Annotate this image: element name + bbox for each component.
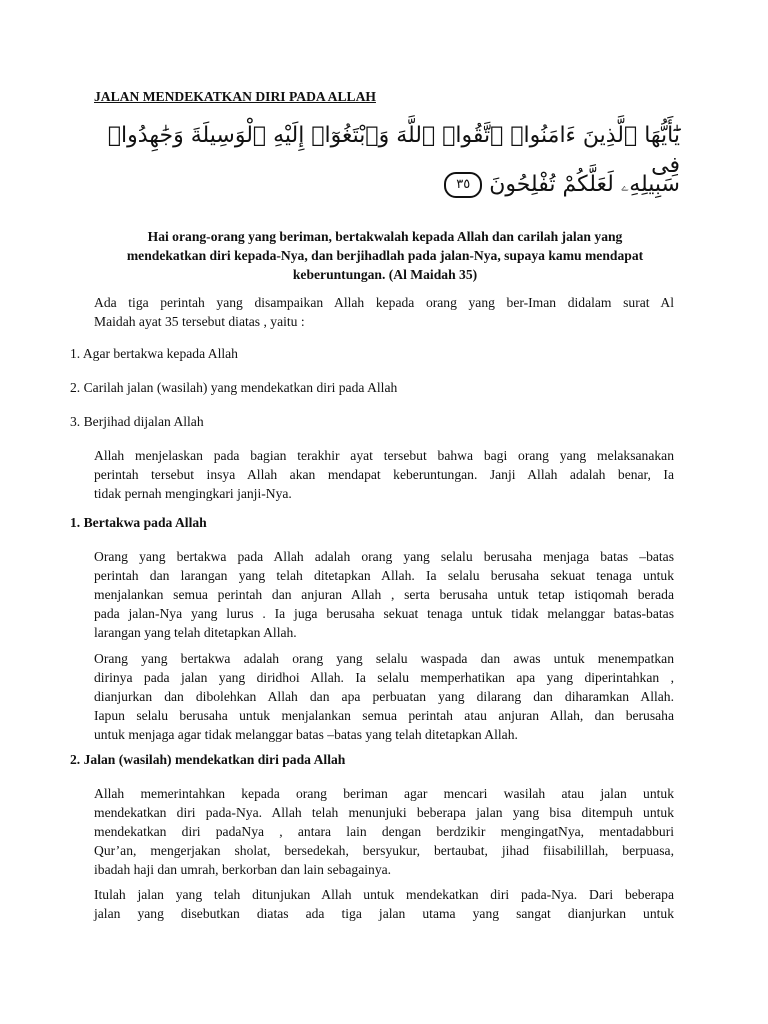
section-1-paragraph-1 (94, 547, 674, 642)
verse-translation: Hai orang-orang yang beriman, bertakwalah kepada Allah dan carilah jalan yang mendekatkan diri kepada-Nya, dan berjihadlah pada jalan-Nya, supaya kamu mendapat keberuntungan. (Al Maidah 35) (126, 229, 644, 282)
ayah-number-marker: ٣٥ (444, 172, 482, 198)
paragraph-line: mendekatkan diri padaNya , antara lain dengan berdzikir mengingatNya, mentadabburi (94, 824, 674, 839)
paragraph-line: Iapun selalu berusaha untuk menjalankan semua perintah atau anjuran Allah, dan berusaha (94, 708, 674, 723)
list-item-3: 3. Berjihad dijalan Allah (70, 414, 204, 429)
paragraph-line: dirinya pada jalan yang diridhoi Allah. Ia selalu memperhatikan apa yang diperintahkan , (94, 670, 674, 685)
explanation-line: tidak pernah mengingkari janji-Nya. (94, 486, 292, 501)
paragraph-line: larangan yang telah ditetapkan Allah. (94, 625, 297, 640)
paragraph-line: jalan yang disebutkan diatas ada tiga jalan utama yang sangat dianjurkan untuk (94, 906, 674, 921)
paragraph-line: dianjurkan dan dibolehkan Allah dan apa perbuatan yang dilarang dan diharamkan Allah. (94, 689, 674, 704)
section-1-paragraph-2 (94, 649, 674, 744)
list-item-1: 1. Agar bertakwa kepada Allah (70, 346, 238, 361)
paragraph-line: untuk menjaga agar tidak melanggar batas –batas yang telah ditetapkan Allah. (94, 727, 518, 742)
paragraph-line: Qur’an, mengerjakan sholat, bersedekah, bersyukur, bertaubat, jihad fiisabilillah, berpuasa, (94, 843, 674, 858)
explanation-line: Allah menjelaskan pada bagian terakhir ayat tersebut bahwa bagi orang yang melaksanakan (94, 448, 674, 463)
paragraph-line: pada jalan-Nya yang lurus . Ia juga berusaha sekuat tenaga untuk tidak melanggar batas-batas (94, 606, 674, 621)
paragraph-line: Itulah jalan yang telah ditunjukan Allah untuk mendekatkan diri pada-Nya. Dari beberapa (94, 887, 674, 902)
section-2-paragraph-2 (94, 885, 674, 923)
paragraph-line: Orang yang bertakwa adalah orang yang selalu waspada dan awas untuk menempatkan (94, 651, 674, 666)
explanation-line: perintah tersebut insya Allah akan mendapat keberuntungan. Janji Allah adalah benar, Ia (94, 467, 674, 482)
paragraph-line: ibadah haji dan umrah, berkorban dan lain sebagainya. (94, 862, 392, 877)
explanation-paragraph (94, 446, 674, 503)
paragraph-line: Allah memerintahkan kepada orang beriman agar mencari wasilah atau jalan untuk (94, 786, 674, 801)
arabic-verse-line-2 (80, 170, 680, 200)
section-2-heading: 2. Jalan (wasilah) mendekatkan diri pada Allah (70, 752, 346, 767)
paragraph-line: perintah dan larangan yang telah ditetapkan Allah. Ia selalu berusaha sekuat tenaga untuk (94, 568, 674, 583)
section-2-paragraph-1 (94, 784, 674, 879)
document-title: JALAN MENDEKATKAN DIRI PADA ALLAH (94, 89, 376, 104)
section-1-heading: 1. Bertakwa pada Allah (70, 515, 207, 530)
list-item-2: 2. Carilah jalan (wasilah) yang mendekatkan diri pada Allah (70, 380, 398, 395)
paragraph-line: menjalankan semua perintah dan anjuran Allah , serta berusaha untuk tetap istiqomah berada (94, 587, 674, 602)
paragraph-line: Orang yang bertakwa pada Allah adalah orang yang selalu berusaha menjaga batas –batas (94, 549, 674, 564)
intro-line: Ada tiga perintah yang disampaikan Allah kepada orang yang ber-Iman didalam surat Al (94, 295, 674, 310)
paragraph-line: mendekatkan diri pada-Nya. Allah telah menunjuki beberapa jalan yang bisa ditempuh untuk (94, 805, 674, 820)
arabic-verse-text: سَبِيلِهِۦ لَعَلَّكُمْ تُفْلِحُونَ (489, 172, 680, 197)
intro-paragraph (94, 293, 674, 331)
intro-line: Maidah ayat 35 tersebut diatas , yaitu : (94, 314, 305, 329)
arabic-verse-line-1: يَٰٓأَيُّهَا ٱلَّذِينَ ءَامَنُوا۟ ٱتَّقُوا۟ ٱللَّهَ وَٱبْتَغُوٓا۟ إِلَيْهِ ٱلْوَسِيلَةَ وَجَٰهِدُوا۟ فِى (107, 123, 680, 178)
